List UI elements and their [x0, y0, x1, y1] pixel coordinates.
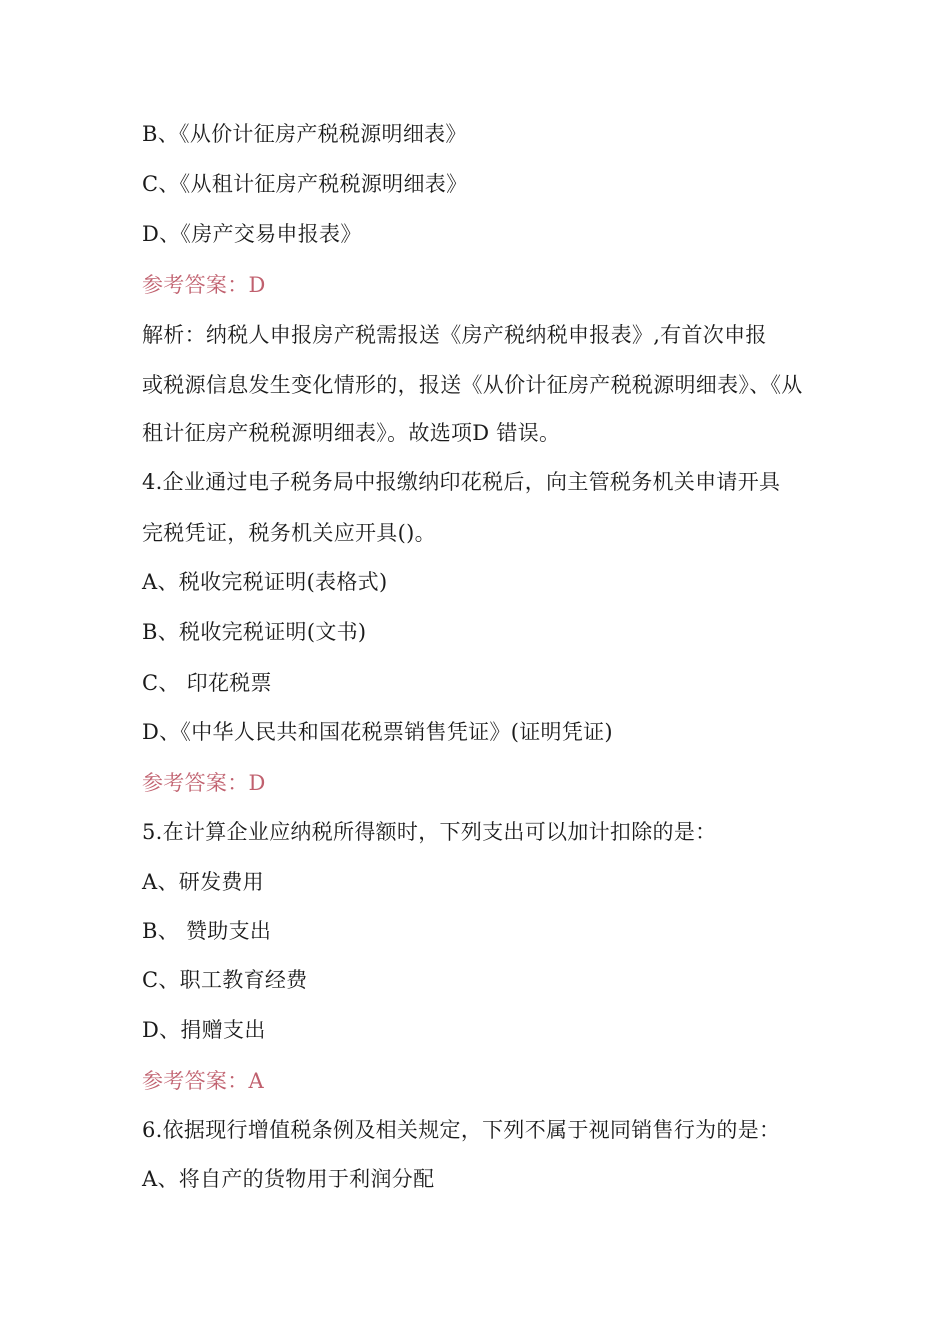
- question-5-answer: 参考答案：A: [142, 1069, 264, 1093]
- question-4-answer: 参考答案：D: [142, 771, 266, 795]
- question-4-stem-line-2: 完税凭证，税务机关应开具()。: [142, 521, 436, 545]
- option-c: C、《从租计征房产税税源明细表》: [142, 172, 468, 196]
- option-d: D、《房产交易申报表》: [142, 222, 362, 246]
- question-5-option-b: B、 赞助支出: [142, 919, 272, 943]
- question-5-option-c: C、职工教育经费: [142, 968, 308, 992]
- question-4-option-d: D、《中华人民共和国花税票销售凭证》(证明凭证): [142, 720, 613, 744]
- question-5-option-a: A、研发费用: [142, 870, 264, 894]
- question-6-stem: 6.依据现行增值税条例及相关规定，下列不属于视同销售行为的是：: [142, 1118, 781, 1142]
- reference-answer: 参考答案：D: [142, 273, 266, 297]
- option-b: B、《从价计征房产税税源明细表》: [142, 122, 467, 146]
- question-4-option-b: B、税收完税证明(文书): [142, 620, 367, 644]
- analysis-line-2: 或税源信息发生变化情形的，报送《从价计征房产税税源明细表》、《从: [142, 373, 803, 397]
- analysis-line-1: 解析：纳税人申报房产税需报送《房产税纳税申报表》,有首次申报: [142, 323, 767, 347]
- analysis-line-3: 租计征房产税税源明细表》。故选项D 错误。: [142, 421, 561, 445]
- question-4-stem-line-1: 4.企业通过电子税务局中报缴纳印花税后，向主管税务机关申请开具: [142, 470, 781, 494]
- question-6-option-a: A、将自产的货物用于利润分配: [142, 1167, 435, 1191]
- question-5-option-d: D、捐赠支出: [142, 1018, 266, 1042]
- question-4-option-c: C、 印花税票: [142, 671, 272, 695]
- question-4-option-a: A、税收完税证明(表格式): [142, 570, 388, 594]
- question-5-stem: 5.在计算企业应纳税所得额时，下列支出可以加计扣除的是：: [142, 820, 717, 844]
